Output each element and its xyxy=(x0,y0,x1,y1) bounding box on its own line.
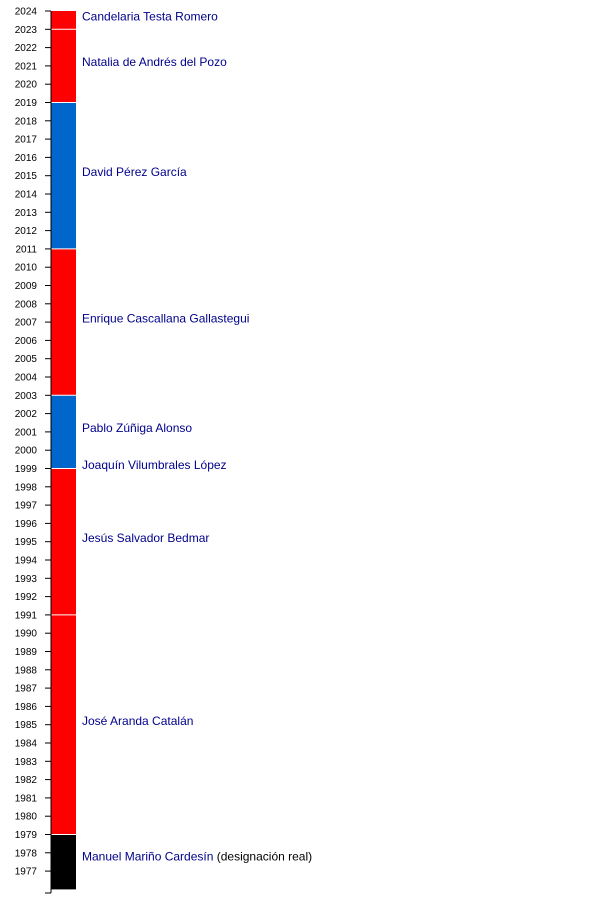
year-tick-label: 2005 xyxy=(14,354,37,366)
year-tick-label: 2010 xyxy=(14,262,37,274)
year-tick-label: 1994 xyxy=(14,555,37,567)
mayor-label[interactable] xyxy=(82,165,187,179)
year-tick-label: 1981 xyxy=(14,793,37,805)
year-tick-label: 1990 xyxy=(14,628,37,640)
mayor-label[interactable] xyxy=(82,458,227,472)
mayor-note: (designación real) xyxy=(213,849,313,864)
year-tick-label: 2004 xyxy=(14,372,37,384)
year-tick-label: 1977 xyxy=(14,866,37,878)
mayor-name: Candelaria Testa Romero xyxy=(82,9,218,24)
year-tick-label: 2021 xyxy=(14,61,37,73)
mayor-name: Enrique Cascallana Gallastegui xyxy=(82,311,250,326)
year-tick-label: 1997 xyxy=(14,500,37,512)
term-segment xyxy=(51,395,76,468)
year-tick-label: 2012 xyxy=(14,226,37,238)
year-tick-label: 2024 xyxy=(14,6,37,18)
term-segment xyxy=(51,103,76,249)
term-segment xyxy=(51,11,76,29)
year-tick-label: 2019 xyxy=(14,98,37,109)
mayor-name: José Aranda Catalán xyxy=(82,714,194,729)
year-tick-label: 2007 xyxy=(14,317,37,329)
mayor-label[interactable] xyxy=(82,421,192,435)
year-tick-label: 1993 xyxy=(14,573,37,585)
year-tick-label: 2017 xyxy=(14,134,37,146)
year-tick-label: 2022 xyxy=(14,43,37,55)
mayor-labels xyxy=(82,9,312,863)
year-tick-label: 2014 xyxy=(14,189,37,201)
term-segment xyxy=(51,469,76,615)
year-tick-label: 2001 xyxy=(14,427,37,439)
year-tick-label: 1985 xyxy=(14,720,37,732)
year-tick-label: 2008 xyxy=(14,299,37,311)
mayor-name: David Pérez García xyxy=(82,165,187,180)
mayor-label[interactable] xyxy=(82,714,193,728)
term-segment xyxy=(51,249,76,395)
mayor-name: Joaquín Vilumbrales López xyxy=(82,457,227,472)
year-tick-label: 2016 xyxy=(14,152,37,164)
year-tick-label: 2020 xyxy=(14,79,37,91)
year-tick-label: 2006 xyxy=(14,335,37,347)
year-tick-label: 1980 xyxy=(14,811,37,823)
mayor-name: Jesús Salvador Bedmar xyxy=(82,531,210,546)
year-tick-label: 1989 xyxy=(14,647,37,658)
year-tick-label: 1979 xyxy=(14,830,37,841)
year-tick-label: 1978 xyxy=(14,848,37,860)
year-tick-label: 1986 xyxy=(14,701,37,713)
mayor-label[interactable] xyxy=(82,311,249,325)
mayor-name: Pablo Zúñiga Alonso xyxy=(82,421,193,436)
year-tick-label: 1984 xyxy=(14,738,37,750)
year-tick-label: 1983 xyxy=(14,756,37,768)
year-tick-label: 1991 xyxy=(14,610,37,622)
mayor-name: Manuel Mariño Cardesín xyxy=(82,849,214,864)
mayor-label[interactable] xyxy=(82,531,209,545)
year-axis xyxy=(15,7,51,894)
year-tick-label: 2000 xyxy=(14,445,37,457)
year-tick-label: 2018 xyxy=(14,116,37,128)
year-tick-label: 1996 xyxy=(14,518,37,530)
year-tick-label: 2003 xyxy=(14,390,37,402)
year-tick-label: 2009 xyxy=(14,281,37,292)
year-tick-label: 1998 xyxy=(14,482,37,494)
year-tick-label: 1988 xyxy=(14,665,37,677)
year-tick-label: 2011 xyxy=(15,244,37,256)
term-segment xyxy=(51,29,76,102)
mayor-name: Natalia de Andrés del Pozo xyxy=(82,55,227,70)
term-segment xyxy=(51,615,76,835)
year-tick-label: 1987 xyxy=(14,683,37,695)
mayor-label[interactable] xyxy=(82,849,312,863)
term-segments xyxy=(51,11,76,889)
year-tick-label: 2002 xyxy=(14,409,37,421)
mayor-label[interactable] xyxy=(82,55,227,69)
year-tick-label: 1982 xyxy=(14,775,37,787)
year-tick-label: 1992 xyxy=(14,592,37,604)
term-segment xyxy=(51,835,76,890)
year-tick-label: 2015 xyxy=(14,171,37,183)
mayor-label[interactable] xyxy=(82,9,218,23)
year-tick-label: 2023 xyxy=(14,24,37,36)
year-tick-label: 1995 xyxy=(14,537,37,549)
year-tick-label: 1999 xyxy=(14,464,37,475)
year-tick-label: 2013 xyxy=(14,207,37,219)
